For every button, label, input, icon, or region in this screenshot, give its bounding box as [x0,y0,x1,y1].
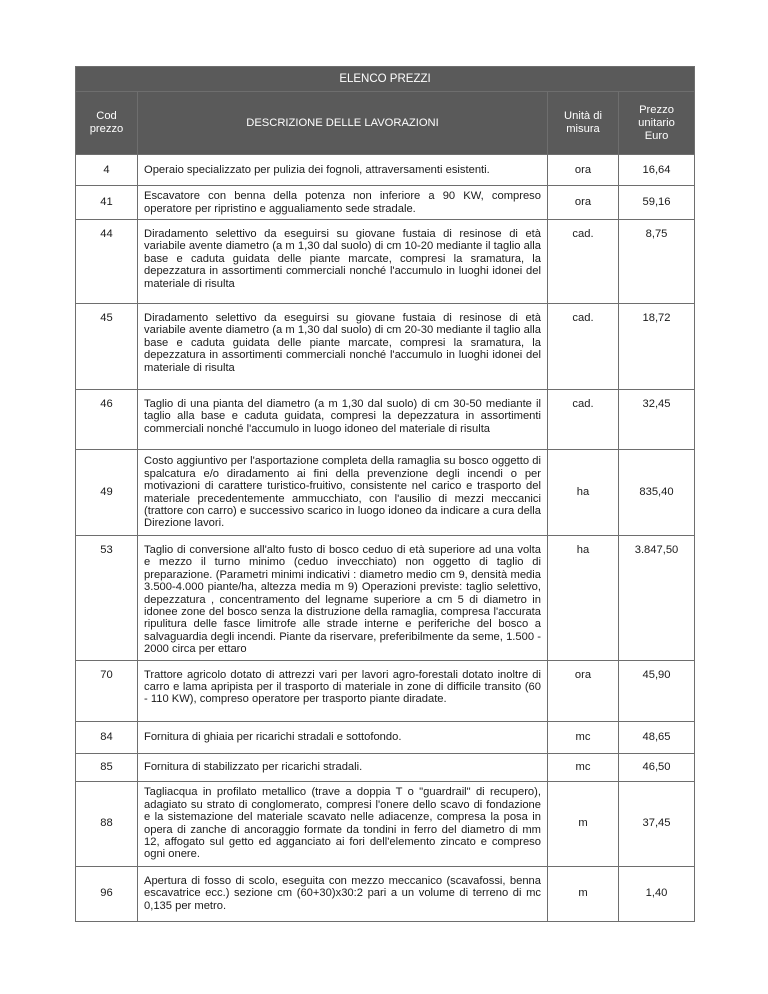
row-description: Diradamento selettivo da eseguirsi su giovane fustaia di resinose di età variabile avente diametro (a m 1,30 dal suolo) di cm 10-20 mediante il taglio alla base e caduta guidata delle piante marcate, compresi la sramatura, la depezzatura in assortimenti commerciali nonché l'accumulo in luoghi idonei del materiale di risulta [138,220,548,304]
row-unit: cad. [548,220,619,304]
row-unit: cad. [548,390,619,450]
row-price: 835,40 [619,450,695,536]
row-code: 41 [76,186,138,220]
row-price: 1,40 [619,866,695,921]
row-price: 59,16 [619,186,695,220]
row-code: 46 [76,390,138,450]
row-code: 88 [76,781,138,866]
row-description: Taglio di conversione all'alto fusto di bosco ceduo di età superiore ad una volta e mezzo il turno minimo (ceduo invecchiato) non oggetto di taglio di preparazione. (Parametri minimi indicativi : diametro medio cm 9, densità media 3.500-4.000 piante/ha, altezza media m 9) Operazioni previste: taglio selettivo, depezzatura , concentramento del legname superiore a cm 5 di diametro in idonee zone del bosco senza la distruzione della ramaglia, compresa l'accurata ripulitura delle fasce limitrofe alle strade interne e periferiche del bosco a salvaguardia degli incendi. Piante da riservare, preferibilmente da seme, 1.500 - 2000 circa per ettaro [138,536,548,661]
row-description: Taglio di una pianta del diametro (a m 1,30 dal suolo) di cm 30-50 mediante il taglio alla base e caduta guidata, compresi la depezzatura in assortimenti commerciali nonché l'accumulo in luogo idoneo del materiale di risulta [138,390,548,450]
row-price: 45,90 [619,660,695,721]
row-description: Diradamento selettivo da eseguirsi su giovane fustaia di resinose di età variabile avente diametro (a m 1,30 dal suolo) di cm 20-30 mediante il taglio alla base e caduta guidata delle piante marcate, compresi la sramatura, la depezzatura in assortimenti commerciali nonché l'accumulo in luoghi idonei del materiale di risulta [138,304,548,390]
row-unit: mc [548,721,619,753]
row-description: Costo aggiuntivo per l'asportazione completa della ramaglia su bosco oggetto di spalcatura e/o diradamento ai fini della prevenzione degli incendi o per motivazioni di carattere turistico-fruitivo, consistente nel carico e trasporto del materiale precedentemente ammucchiato, con l'ausilio di mezzi meccanici (trattore con carro) e successivo scarico in luogo idoneo da indicare a cura della Direzione lavori. [138,450,548,536]
row-price: 32,45 [619,390,695,450]
row-price: 16,64 [619,155,695,186]
row-unit: ora [548,660,619,721]
row-code: 49 [76,450,138,536]
row-unit: mc [548,753,619,781]
row-price: 37,45 [619,781,695,866]
table-title: ELENCO PREZZI [76,67,695,92]
row-code: 70 [76,660,138,721]
row-code: 44 [76,220,138,304]
row-code: 96 [76,866,138,921]
row-price: 48,65 [619,721,695,753]
row-unit: ha [548,450,619,536]
row-price: 46,50 [619,753,695,781]
row-unit: m [548,781,619,866]
row-description: Fornitura di stabilizzato per ricarichi stradali. [138,753,548,781]
row-price: 8,75 [619,220,695,304]
row-code: 84 [76,721,138,753]
row-unit: cad. [548,304,619,390]
row-code: 4 [76,155,138,186]
row-description: Fornitura di ghiaia per ricarichi stradali e sottofondo. [138,721,548,753]
row-unit: ha [548,536,619,661]
row-unit: ora [548,186,619,220]
row-price: 18,72 [619,304,695,390]
row-description: Apertura di fosso di scolo, eseguita con mezzo meccanico (scavafossi, benna escavatrice ecc.) sezione cm (60+30)x30:2 pari a un volume di terreno di mc 0,135 per metro. [138,866,548,921]
row-description: Escavatore con benna della potenza non inferiore a 90 KW, compreso operatore per ripristino e aggualiamento sede stradale. [138,186,548,220]
header-code: Cod prezzo [76,92,138,155]
row-code: 85 [76,753,138,781]
row-code: 45 [76,304,138,390]
row-code: 53 [76,536,138,661]
price-list-table [75,66,695,922]
header-unit: Unità di misura [548,92,619,155]
row-unit: m [548,866,619,921]
row-description: Operaio specializzato per pulizia dei fognoli, attraversamenti esistenti. [138,155,548,186]
header-description: DESCRIZIONE DELLE LAVORAZIONI [138,92,548,155]
header-price: Prezzo unitario Euro [619,92,695,155]
row-description: Tagliacqua in profilato metallico (trave a doppia T o "guardrail" di recupero), adagiato su strato di conglomerato, compresi l'onere dello scavo di fondazione e la sistemazione del materiale scavato nelle adiacenze, compresa la posa in opera di zanche di ancoraggio formate da tondini in ferro del diametro di mm 12, affogato sul getto ed agganciato ai fori dell'elemento zincato e compreso ogni onere. [138,781,548,866]
row-description: Trattore agricolo dotato di attrezzi vari per lavori agro-forestali dotato inoltre di carro e lama apripista per il trasporto di materiale in zone di difficile transito (60 - 110 KW), compreso operatore per trasporto piante diradate. [138,660,548,721]
row-price: 3.847,50 [619,536,695,661]
row-unit: ora [548,155,619,186]
